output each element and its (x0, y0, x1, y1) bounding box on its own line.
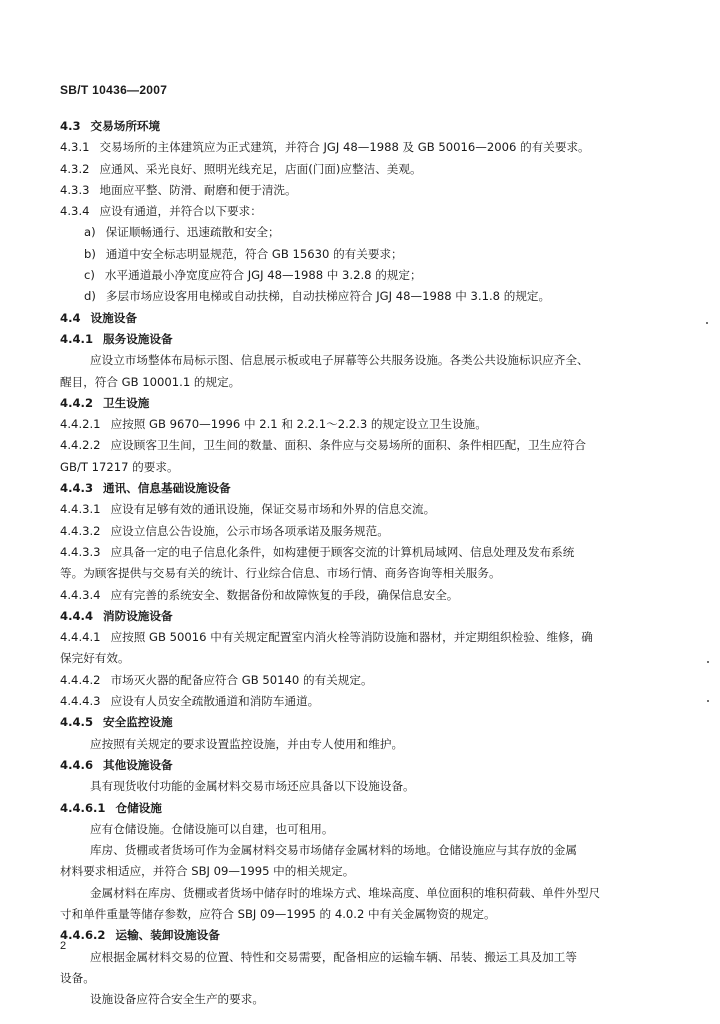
clause-heading: 消防设施设备 (103, 608, 173, 623)
paragraph-line (60, 457, 632, 478)
clause-text: 设施设备应符合安全生产的要求。 (90, 992, 264, 1007)
clause-line (60, 222, 632, 243)
clause-text: 等。为顾客提供与交易有关的统计、行业综合信息、市场行情、商务咨询等相关服务。 (60, 566, 501, 581)
clause-line (60, 329, 632, 350)
clause-line (60, 244, 632, 265)
clause-number: 4.3.2 (60, 161, 90, 176)
clause-text: 保证顺畅通行、迅速疏散和安全； (105, 225, 280, 240)
clause-line (60, 627, 632, 648)
clause-number: 4.4.3.3 (60, 544, 101, 559)
clause-number: c) (84, 268, 95, 283)
clause-text: 水平通道最小净宽度应符合 JGJ 48—1988 中 3.2.8 的规定； (104, 268, 422, 283)
clause-number: 4.4.4 (60, 608, 94, 623)
clause-number: 4.4.1 (60, 331, 94, 346)
clause-heading: 运输、装卸设施设备 (115, 928, 220, 943)
clause-text: 地面应平整、防滑、耐磨和便于清洗。 (99, 182, 297, 197)
clause-heading: 通讯、信息基础设施设备 (103, 481, 231, 496)
clause-line (60, 670, 632, 691)
clause-number: a) (84, 225, 96, 240)
clause-number: 4.4.2.1 (60, 417, 101, 432)
clause-text: 保完好有效。 (60, 651, 130, 666)
paragraph-line (60, 350, 632, 371)
paragraph-line (60, 968, 632, 989)
clause-number: 4.4.4.3 (60, 694, 101, 709)
clause-number: 4.3.4 (60, 204, 90, 219)
clause-text: 应设有通道，并符合以下要求： (99, 204, 262, 219)
clause-text: 应设有足够有效的通讯设施，保证交易市场和外界的信息交流。 (110, 502, 436, 517)
scan-speck (707, 661, 709, 663)
clause-text: GB/T 17217 的要求。 (60, 459, 179, 474)
clause-text: 应设有人员安全疏散通道和消防车通道。 (110, 694, 320, 709)
clause-text: 市场灭火器的配备应符合 GB 50140 的有关规定。 (110, 672, 373, 687)
clause-heading: 安全监控设施 (103, 715, 173, 730)
clause-heading: 其他设施设备 (103, 757, 173, 772)
clause-number: 4.4.3 (60, 481, 94, 496)
clause-number: d) (84, 289, 96, 304)
clause-number: 4.4.3.2 (60, 523, 101, 538)
clause-text: 应按照 GB 9670—1996 中 2.1 和 2.2.1～2.2.3 的规定设立卫生设施。 (110, 417, 487, 432)
paragraph-line (60, 989, 632, 1010)
clause-line (60, 286, 632, 307)
clause-line (60, 499, 632, 520)
clause-text: 应有仓储设施。仓储设施可以自建，也可租用。 (90, 821, 334, 836)
clause-heading: 设施设备 (90, 310, 137, 325)
clause-line (60, 478, 632, 499)
standard-code: SB/T 10436—2007 (60, 83, 168, 97)
clause-number: 4.3.3 (60, 182, 90, 197)
clause-number: 4.4.2 (60, 395, 94, 410)
clause-text: 应有完善的系统安全、数据备份和故障恢复的手段，确保信息安全。 (110, 587, 459, 602)
clause-number: 4.3 (60, 119, 81, 133)
clause-text: 醒目，符合 GB 10001.1 的规定。 (60, 374, 241, 389)
paragraph-line (60, 372, 632, 393)
clause-line (60, 691, 632, 712)
clause-line (60, 393, 632, 414)
clause-heading: 卫生设施 (103, 395, 150, 410)
clause-text: 应设立信息公告设施，公示市场各项承诺及服务规范。 (110, 523, 389, 538)
clause-text: 应通风、采光良好、照明光线充足，店面(门面)应整洁、美观。 (99, 161, 422, 176)
document-body (60, 116, 632, 1010)
clause-number: 4.4.3.4 (60, 587, 101, 602)
clause-text: 应具备一定的电子信息化条件，如构建便于顾客交流的计算机局域网、信息处理及发布系统 (110, 544, 575, 559)
paragraph-line (60, 947, 632, 968)
clause-number: 4.4 (60, 310, 81, 325)
clause-heading: 服务设施设备 (103, 331, 173, 346)
clause-number: 4.4.4.2 (60, 672, 101, 687)
clause-line (60, 137, 632, 158)
clause-text: 应设立市场整体布局标示图、信息展示板或电子屏幕等公共服务设施。各类公共设施标识应齐全、 (90, 353, 589, 368)
clause-number: 4.4.6.1 (60, 800, 106, 815)
clause-text: 库房、货棚或者货场可作为金属材料交易市场储存金属材料的场地。仓储设施应与其存放的金属 (90, 843, 577, 858)
clause-line (60, 755, 632, 776)
clause-number: 4.4.5 (60, 715, 94, 730)
clause-line (60, 116, 632, 137)
clause-text: 应按照有关规定的要求设置监控设施，并由专人使用和维护。 (90, 736, 404, 751)
clause-text: 通道中安全标志明显规范，符合 GB 15630 的有关要求； (105, 246, 403, 261)
clause-line (60, 606, 632, 627)
paragraph-line (60, 819, 632, 840)
paragraph-line (60, 840, 632, 861)
paragraph-line (60, 734, 632, 755)
clause-number: b) (84, 246, 96, 261)
clause-text: 具有现货收付功能的金属材料交易市场还应具备以下设施设备。 (90, 779, 415, 794)
paragraph-line (60, 648, 632, 669)
clause-line (60, 435, 632, 456)
paragraph-line (60, 776, 632, 797)
clause-text: 应按照 GB 50016 中有关规定配置室内消火栓等消防设施和器材，并定期组织检验、维修，确 (110, 630, 593, 645)
clause-line (60, 798, 632, 819)
scan-speck (706, 322, 708, 324)
paragraph-line (60, 904, 632, 925)
clause-number: 4.4.6.2 (60, 928, 106, 943)
clause-line (60, 180, 632, 201)
clause-line (60, 542, 632, 563)
clause-line (60, 521, 632, 542)
clause-text: 材料要求相适应，并符合 SBJ 09—1995 中的相关规定。 (60, 864, 355, 879)
clause-number: 4.4.3.1 (60, 502, 101, 517)
page-number: 2 (60, 940, 67, 952)
clause-text: 多层市场应设客用电梯或自动扶梯，自动扶梯应符合 JGJ 48—1988 中 3.1.8 的规定。 (105, 289, 551, 304)
clause-number: 4.4.6 (60, 757, 94, 772)
clause-number: 4.4.4.1 (60, 630, 101, 645)
clause-text: 设备。 (60, 970, 95, 985)
clause-line (60, 308, 632, 329)
clause-line (60, 414, 632, 435)
clause-number: 4.4.2.2 (60, 438, 101, 453)
paragraph-line (60, 883, 632, 904)
clause-line (60, 159, 632, 180)
clause-line (60, 585, 632, 606)
clause-line (60, 925, 632, 946)
scan-speck (707, 700, 709, 702)
clause-heading: 交易场所环境 (90, 119, 161, 133)
clause-heading: 仓储设施 (115, 800, 162, 815)
clause-line (60, 712, 632, 733)
clause-text: 应设顾客卫生间，卫生间的数量、面积、条件应与交易场所的面积、条件相匹配，卫生应符合 (110, 438, 586, 453)
paragraph-line (60, 861, 632, 882)
clause-number: 4.3.1 (60, 140, 90, 155)
clause-text: 应根据金属材料交易的位置、特性和交易需要，配备相应的运输车辆、吊装、搬运工具及加工等 (90, 949, 577, 964)
clause-line (60, 265, 632, 286)
clause-text: 寸和单件重量等储存参数，应符合 SBJ 09—1995 的 4.0.2 中有关金属物资的规定。 (60, 906, 496, 921)
paragraph-line (60, 563, 632, 584)
clause-line (60, 201, 632, 222)
clause-text: 金属材料在库房、货棚或者货场中储存时的堆垛方式、堆垛高度、单位面积的堆积荷载、单件外型尺 (90, 885, 601, 900)
clause-text: 交易场所的主体建筑应为正式建筑，并符合 JGJ 48—1988 及 GB 50016—2006 的有关要求。 (99, 140, 590, 155)
